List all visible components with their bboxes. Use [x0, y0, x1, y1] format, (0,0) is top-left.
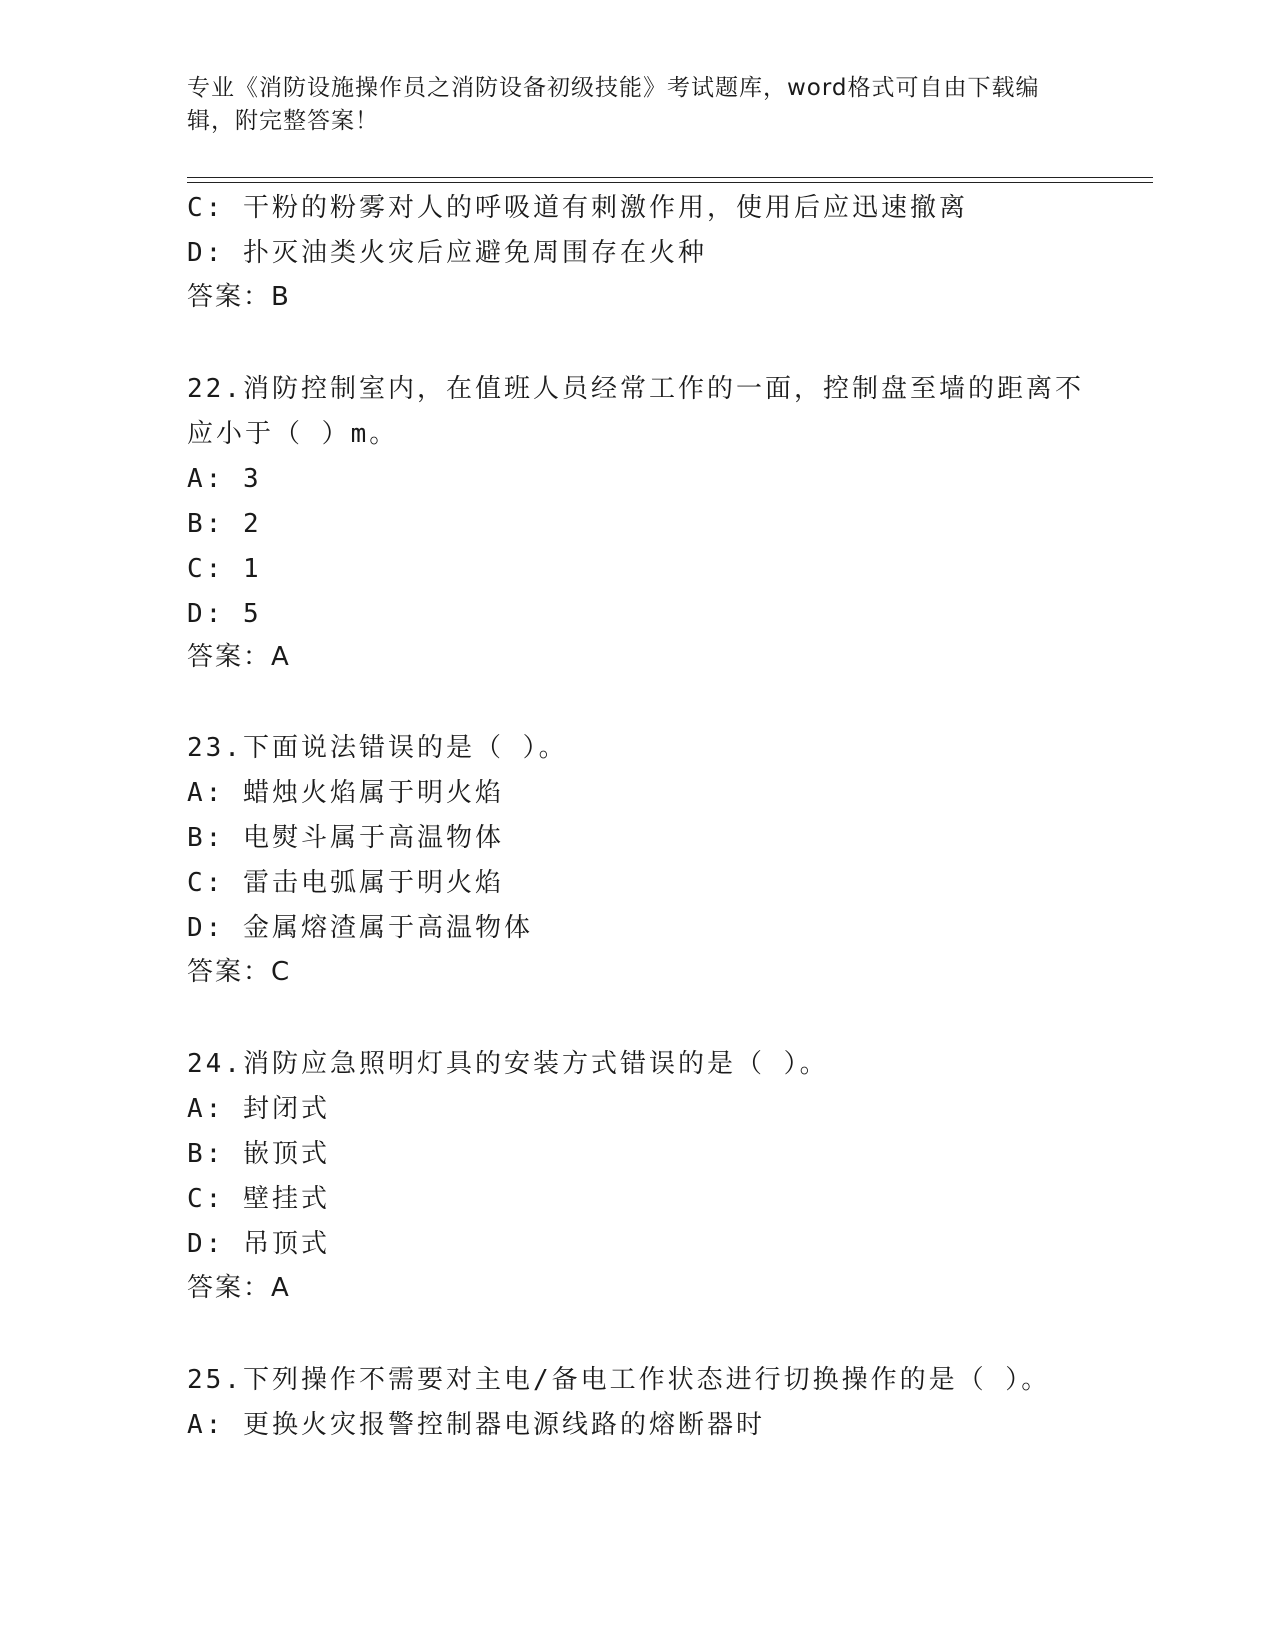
question-22-option-d: D: 5: [187, 599, 262, 629]
option-d: D: 扑灭油类火灾后应避免周围存在火种: [187, 238, 707, 268]
question-22-option-c: C: 1: [187, 554, 262, 584]
question-25-option-a: A: 更换火灾报警控制器电源线路的熔断器时: [187, 1410, 765, 1440]
option-c: C: 干粉的粉雾对人的呼吸道有刺激作用，使用后应迅速撤离: [187, 193, 968, 223]
question-22-option-b: B: 2: [187, 509, 262, 539]
question-23-option-d: D: 金属熔渣属于高温物体: [187, 913, 533, 943]
question-23-option-b: B: 电熨斗属于高温物体: [187, 823, 504, 853]
question-24-stem: 24.消防应急照明灯具的安装方式错误的是（ ）。: [187, 1049, 829, 1079]
question-24-option-a: A: 封闭式: [187, 1094, 330, 1124]
question-23-answer: 答案：C: [187, 957, 292, 987]
question-25-stem: 25.下列操作不需要对主电/备电工作状态进行切换操作的是（ ）。: [187, 1365, 1051, 1395]
header-divider-top: [187, 177, 1153, 178]
question-24-option-d: D: 吊顶式: [187, 1229, 330, 1259]
document-header: [187, 72, 1067, 138]
question-23-option-a: A: 蜡烛火焰属于明火焰: [187, 778, 504, 808]
header-line-2: 辑，附完整答案！: [187, 108, 379, 134]
question-23-option-c: C: 雷击电弧属于明火焰: [187, 868, 504, 898]
question-22-answer: 答案：A: [187, 642, 291, 672]
question-24-option-b: B: 嵌顶式: [187, 1139, 330, 1169]
header-line-1: 专业《消防设施操作员之消防设备初级技能》考试题库，word格式可自由下载编: [187, 75, 1040, 101]
question-23-stem: 23.下面说法错误的是（ ）。: [187, 733, 568, 763]
answer-label: 答案：B: [187, 282, 291, 312]
question-24-option-c: C: 壁挂式: [187, 1184, 330, 1214]
question-22-stem: 22.消防控制室内，在值班人员经常工作的一面，控制盘至墙的距离不: [187, 374, 1084, 404]
question-22-stem-cont: 应小于（ ）m。: [187, 419, 399, 449]
question-22-option-a: A: 3: [187, 464, 262, 494]
question-24-answer: 答案：A: [187, 1273, 291, 1303]
header-divider-bottom: [187, 182, 1153, 183]
